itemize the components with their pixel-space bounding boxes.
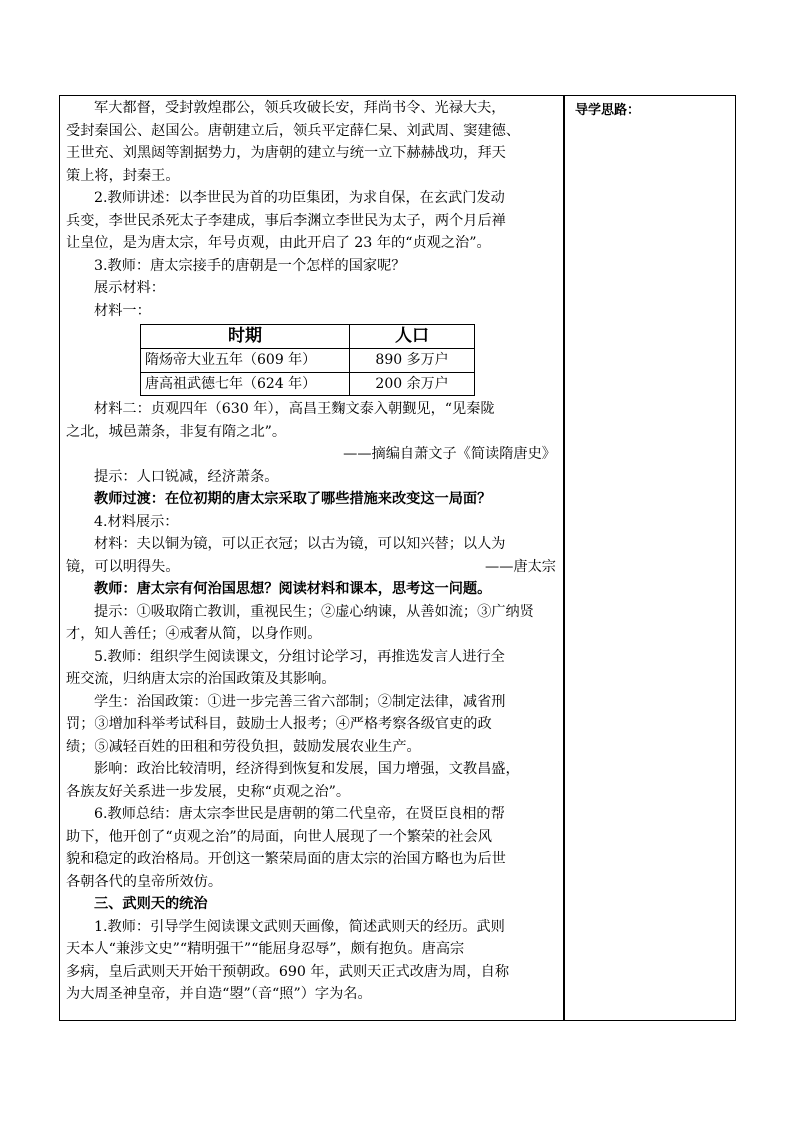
paragraph: 5.教师：组织学生阅读课文，分组讨论学习，再推选发言人进行全 (94, 648, 505, 665)
paragraph: 各族友好关系进一步发展，史称“贞观之治”。 (66, 783, 351, 800)
paragraph: 多病，皇后武则天开始干预朝政。690 年，武则天正式改唐为周，自称 (66, 963, 510, 980)
paragraph: 天本人“兼涉文史”“精明强干”“能屈身忍辱”，颇有抱负。唐高宗 (66, 941, 465, 957)
paragraph: 提示：①吸取隋亡教训，重视民生；②虚心纳谏，从善如流；③广纳贤 (94, 603, 534, 620)
paragraph: 才，知人善任；④戒奢从简，以身作则。 (66, 626, 322, 642)
paragraph: 3.教师：唐太宗接手的唐朝是一个怎样的国家呢？ (94, 257, 406, 274)
paragraph: 教师过渡：在位初期的唐太宗采取了哪些措施来改变这一局面？ (94, 491, 492, 507)
paragraph: 为大周圣神皇帝，并自造“曌”（音“照”）字为名。 (66, 986, 372, 1002)
paragraph: 王世充、刘黑闼等割据势力，为唐朝的建立与统一立下赫赫战功，拜天 (66, 145, 506, 161)
paragraph: 让皇位，是为唐太宗，年号贞观，由此开启了 23 年的“贞观之治”。 (66, 235, 491, 251)
paragraph: 展示材料： (94, 280, 165, 296)
paragraph: 兵变，李世民杀死太子李建成，事后李渊立李世民为太子，两个月后禅 (66, 212, 506, 229)
table-header: 时期 (141, 325, 350, 349)
paragraph: 6.教师总结：唐太宗李世民是唐朝的第二代皇帝，在贤臣良相的帮 (94, 806, 505, 822)
paragraph: 班交流，归纳唐太宗的治国政策及其影响。 (66, 671, 336, 687)
paragraph: 策上将，封秦王。 (66, 167, 180, 184)
table-header: 人口 (350, 325, 475, 349)
paragraph: 之北，城邑萧条，非复有隋之北”。 (66, 423, 287, 440)
paragraph: 学生：治国政策：①进一步完善三省六部制；②制定法律，减省刑 (94, 693, 506, 710)
paragraph: 绩；⑤减轻百姓的田租和劳役负担，鼓励发展农业生产。 (66, 738, 421, 755)
paragraph: 1.教师：引导学生阅读课文武则天画像，简述武则天的经历。武则 (94, 918, 505, 935)
section-heading: 三、武则天的统治 (94, 896, 208, 912)
population-table (140, 324, 475, 396)
paragraph: 影响：政治比较清明，经济得到恢复和发展，国力增强，文教昌盛， (94, 761, 520, 777)
table-cell: 唐高祖武德七年（624 年） (141, 372, 350, 396)
paragraph: 受封秦国公、赵国公。唐朝建立后，领兵平定薛仁杲、刘武周、窦建德、 (66, 122, 521, 139)
column-divider (563, 95, 565, 1021)
paragraph: 各朝各代的皇帝所效仿。 (66, 873, 223, 890)
table-row (141, 372, 475, 396)
paragraph: 镜，可以明得失。 ——唐太宗 (66, 558, 556, 575)
paragraph: 助下，他开创了“贞观之治”的局面，向世人展现了一个繁荣的社会风 (66, 828, 492, 845)
source-citation: ——摘编自萧文子《简读隋唐史》 (343, 446, 556, 462)
paragraph: 教师：唐太宗有何治国思想？阅读材料和课本，思考这一问题。 (94, 581, 492, 597)
paragraph: 材料二：贞观四年（630 年），高昌王麴文泰入朝觐见，“见秦陇 (94, 401, 495, 417)
guide-label: 导学思路： (575, 103, 641, 118)
paragraph: 罚；③增加科举考试科目，鼓励士人报考；④严格考察各级官吏的政 (66, 716, 492, 732)
paragraph: 材料：夫以铜为镜，可以正衣冠；以古为镜，可以知兴替；以人为 (94, 536, 506, 552)
paragraph: 军大都督，受封敦煌郡公，领兵攻破长安，拜尚书令、光禄大夫， (94, 100, 506, 116)
paragraph: 貌和稳定的政治格局。开创这一繁荣局面的唐太宗的治国方略也为后世 (66, 851, 506, 867)
paragraph: 4.材料展示： (94, 513, 179, 530)
paragraph: 材料一： (94, 302, 151, 319)
paragraph: 提示：人口锐减，经济萧条。 (94, 468, 279, 485)
lesson-content (66, 97, 558, 1006)
table-row (141, 349, 475, 373)
table-cell: 200 余万户 (350, 372, 475, 396)
table-cell: 隋炀帝大业五年（609 年） (141, 349, 350, 373)
table-cell: 890 多万户 (350, 349, 475, 373)
paragraph: 2.教师讲述：以李世民为首的功臣集团，为求自保，在玄武门发动 (94, 190, 505, 206)
